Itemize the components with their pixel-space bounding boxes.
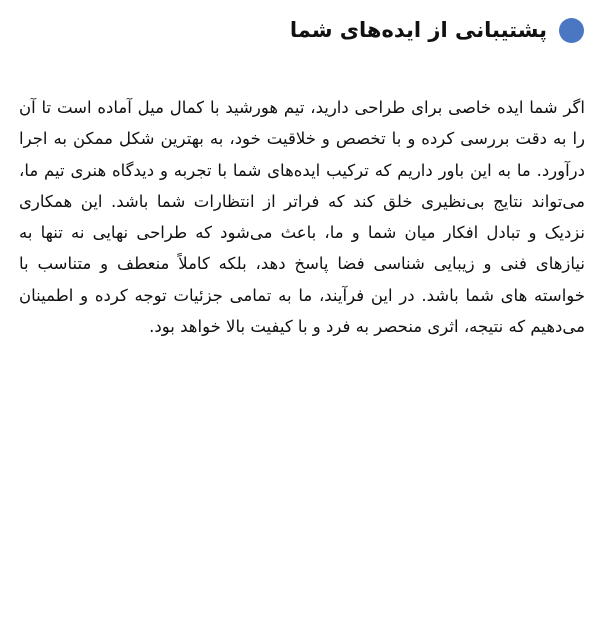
section-title: پشتیبانی از ایده‌های شما bbox=[289, 18, 547, 42]
section-body-text: اگر شما ایده خاصی برای طراحی دارید، تیم هورشید با کمال میل آماده است تا آن را به دقت بررسی کرده و با تخصص و خلاقیت خود، به بهترین شکل ممکن به اجرا درآورد. ما به این باور داریم که ترکیب ایده‌های شما با تجربه و دیدگاه هنری تیم ما، می‌تواند نتایج بی‌نظیری خلق کند که فراتر از انتظارات شما باشد. این همکاری نزدیک و تبادل افکار میان شما و ما، باعث می‌شود که طراحی نهایی نه تنها به نیازهای فنی و زیبایی شناسی فضا پاسخ دهد، بلکه کاملاً منعطف و متناسب با خواسته های شما باشد. در این فرآیند، ما به تمامی جزئیات توجه کرده و اطمینان می‌دهیم که نتیجه، اثری منحصر به فرد و با کیفیت بالا خواهد بود. bbox=[19, 98, 585, 337]
section-header bbox=[290, 14, 584, 46]
circle-bullet-icon bbox=[559, 18, 584, 43]
